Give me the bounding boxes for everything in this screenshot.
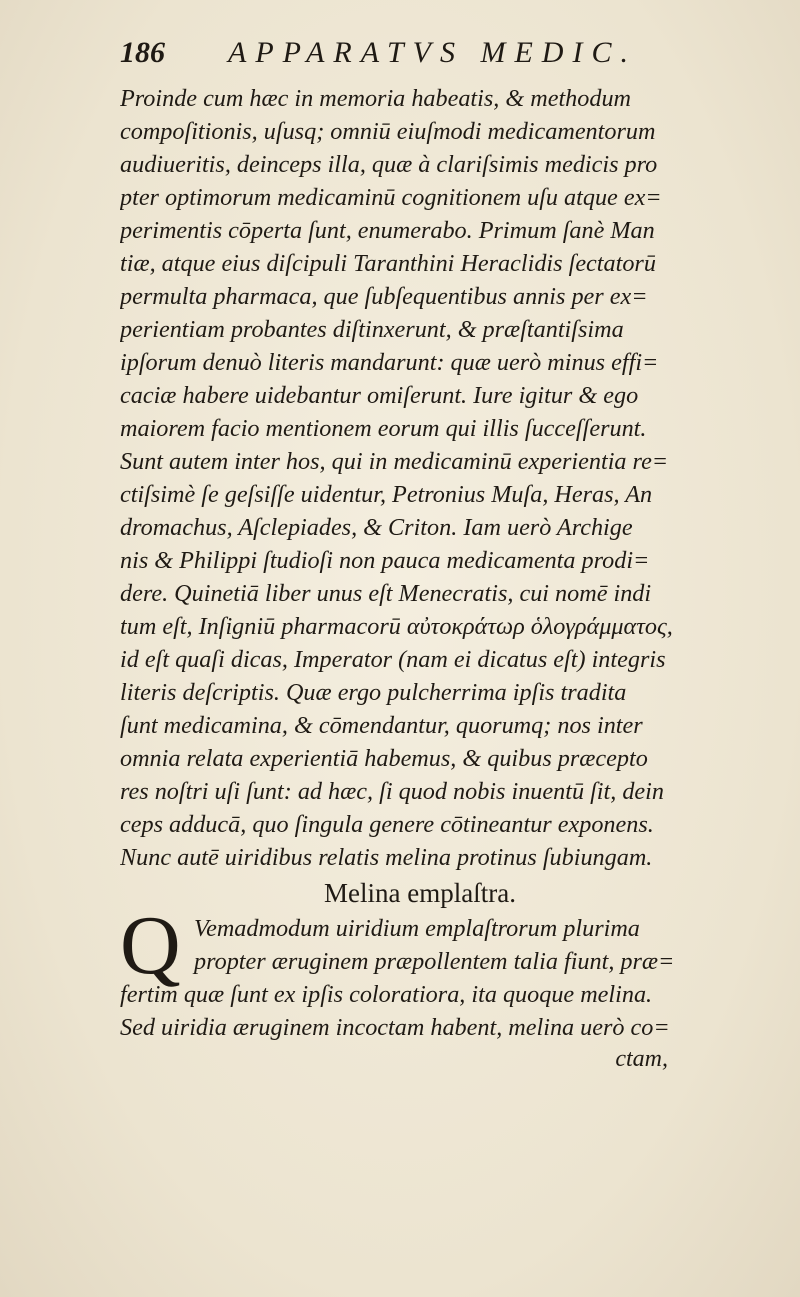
text-line: fertim quæ ſunt ex ipſis coloratiora, ita quoque melina. [120, 981, 653, 1008]
running-head: APPARATVS MEDIC. [228, 36, 637, 69]
text-line: dromachus, Aſclepiades, & Criton. Iam uerò Archige [120, 514, 633, 541]
drop-cap [120, 899, 182, 992]
text-line: ceps adducā, quo ſingula genere cōtineantur exponens. [120, 811, 654, 838]
drop-cap-letter: Q [120, 899, 181, 992]
text-line: Vemadmodum uiridium emplaſtrorum plurima [194, 915, 640, 942]
paragraph-1 [120, 82, 680, 874]
text-line: propter æruginem præpollentem talia fiunt, præ= [194, 948, 675, 975]
text-line: ſunt medicamina, & cōmendantur, quorumq; nos inter [120, 712, 643, 739]
text-line: omnia relata experientiā habemus, & quibus præcepto [120, 745, 648, 772]
text-line: res noſtri uſi ſunt: ad hæc, ſi quod nobis inuentū ſit, dein [120, 778, 664, 805]
text-line: perimentis cōperta ſunt, enumerabo. Primum ſanè Man [120, 217, 655, 244]
text-line: Nunc autē uiridibus relatis melina protinus ſubiungam. [120, 844, 653, 871]
text-line: Sed uiridia æruginem incoctam habent, melina uerò co= [120, 1014, 670, 1041]
text-line: tiæ, atque eius diſcipuli Taranthini Heraclidis ſectatorū [120, 250, 656, 277]
text-line: maiorem facio mentionem eorum qui illis ſucceſſerunt. [120, 415, 647, 442]
page-header [120, 30, 680, 80]
body-text [120, 82, 680, 1074]
text-line: ctiſsimè ſe geſsiſſe uidentur, Petronius Muſa, Heras, An [120, 481, 653, 508]
text-line: ipſorum denuò literis mandarunt: quæ uerò minus effi= [120, 349, 659, 376]
text-line: Proinde cum hæc in memoria habeatis, & methodum [120, 85, 632, 112]
text-line: permulta pharmaca, que ſubſequentibus annis per ex= [120, 283, 648, 310]
text-line: pter optimorum medicaminū cognitionem uſu atque ex= [120, 184, 662, 211]
text-line: Sunt autem inter hos, qui in medicaminū experientia re= [120, 448, 669, 475]
text-line: id eſt quaſi dicas, Imperator (nam ei dicatus eſt) integris [120, 646, 666, 673]
text-line: literis deſcriptis. Quæ ergo pulcherrima ipſis tradita [120, 679, 627, 706]
catchword: ctam, [615, 1046, 668, 1072]
text-line: dere. Quinetiā liber unus eſt Menecratis, cui nomē indi [120, 580, 652, 607]
text-line: audiueritis, deinceps illa, quæ à clariſsimis medicis pro [120, 151, 658, 178]
text-line: compoſitionis, uſusq; omniū eiuſmodi medicamentorum [120, 118, 656, 145]
text-line: caciæ habere uidebantur omiſerunt. Iure igitur & ego [120, 382, 639, 409]
text-line: tum eſt, Inſigniū pharmacorū αὐτοκράτωρ ὁλογράμματος, [120, 613, 673, 640]
text-line: perientiam probantes diſtinxerunt, & præſtantiſsima [120, 316, 624, 343]
paragraph-2 [120, 899, 680, 1044]
page-number: 186 [120, 36, 165, 69]
section-heading: Melina emplaſtra. [324, 878, 516, 908]
text-line: nis & Philippi ſtudioſi non pauca medicamenta prodi= [120, 547, 650, 574]
